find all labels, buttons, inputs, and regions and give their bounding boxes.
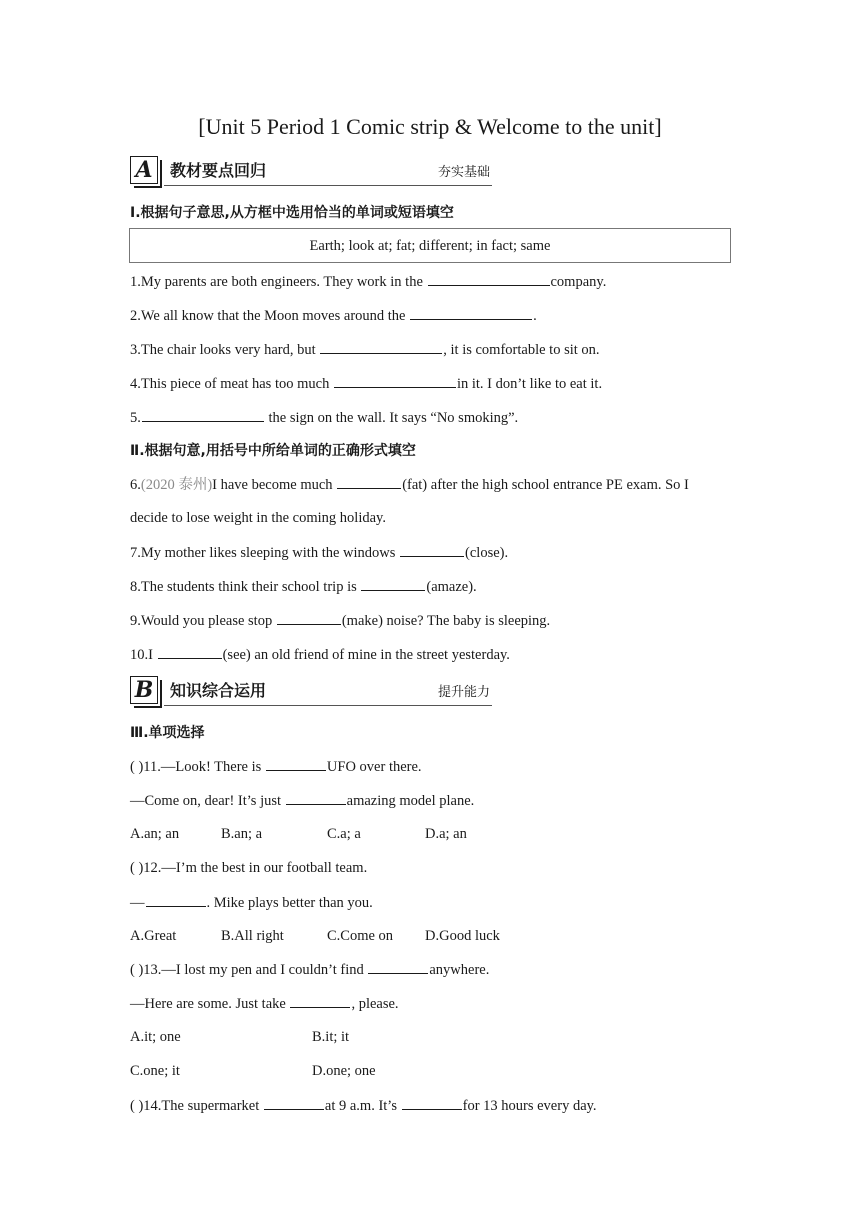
answer-blank[interactable] bbox=[337, 474, 401, 489]
answer-blank bbox=[264, 1095, 324, 1110]
answer-blank bbox=[266, 756, 326, 771]
option-c: C.Come on bbox=[327, 928, 394, 944]
section-a-badge: A bbox=[130, 156, 158, 184]
answer-paren[interactable]: ( ) bbox=[130, 962, 144, 978]
question-2: 2.We all know that the Moon moves around the . bbox=[130, 305, 537, 326]
question-5: 5. the sign on the wall. It says “No smoking”. bbox=[130, 407, 518, 428]
option-d: D.one; one bbox=[312, 1063, 376, 1079]
answer-blank bbox=[368, 959, 428, 974]
question-12: ( )12.—I’m the best in our football team. bbox=[130, 860, 368, 876]
answer-blank bbox=[402, 1095, 462, 1110]
option-b: B.it; it bbox=[312, 1029, 350, 1045]
answer-blank[interactable] bbox=[277, 610, 341, 625]
question-11-reply: —Come on, dear! It’s just amazing model plane. bbox=[130, 790, 474, 811]
question-source: (2020 泰州) bbox=[140, 477, 213, 493]
answer-blank bbox=[290, 993, 350, 1008]
question-13: ( )13.—I lost my pen and I couldn’t find anywhere. bbox=[130, 959, 489, 980]
question-7: 7.My mother likes sleeping with the windows (close). bbox=[130, 542, 508, 563]
question-11: ( )11.—Look! There is UFO over there. bbox=[130, 756, 422, 777]
page-title: [Unit 5 Period 1 Comic strip & Welcome to the unit] bbox=[198, 114, 662, 139]
word-box: Earth; look at; fat; different; in fact; same bbox=[129, 228, 731, 263]
question-8: 8.The students think their school trip is (amaze). bbox=[130, 576, 477, 597]
part2-heading: Ⅱ.根据句意,用括号中所给单词的正确形式填空 bbox=[130, 443, 416, 459]
section-a-banner bbox=[130, 156, 492, 186]
part3-heading: Ⅲ.单项选择 bbox=[130, 725, 205, 741]
question-3: 3.The chair looks very hard, but , it is comfortable to sit on. bbox=[130, 339, 600, 360]
option-c: C.one; it bbox=[130, 1063, 180, 1079]
question-12-reply: — . Mike plays better than you. bbox=[130, 892, 373, 913]
section-a-rule bbox=[164, 185, 492, 186]
option-d: D.Good luck bbox=[425, 928, 500, 944]
answer-blank[interactable] bbox=[334, 373, 456, 388]
section-a-title: 教材要点回归 bbox=[170, 161, 267, 180]
section-b-banner bbox=[130, 676, 492, 706]
answer-blank[interactable] bbox=[410, 305, 532, 320]
answer-paren[interactable]: ( ) bbox=[130, 759, 144, 775]
answer-blank[interactable] bbox=[400, 542, 464, 557]
option-b: B.an; a bbox=[221, 826, 263, 842]
section-b-title: 知识综合运用 bbox=[170, 681, 267, 700]
option-a: A.an; an bbox=[130, 826, 180, 842]
answer-paren[interactable]: ( ) bbox=[130, 860, 144, 876]
option-d: D.a; an bbox=[425, 826, 467, 842]
section-b-subtitle: 提升能力 bbox=[437, 685, 490, 700]
question-6: 6.(2020 泰州)I have become much (fat) after the high school entrance PE exam. So I bbox=[130, 474, 689, 495]
answer-paren[interactable]: ( ) bbox=[130, 1098, 144, 1114]
question-13-reply: —Here are some. Just take , please. bbox=[130, 993, 399, 1014]
option-a: A.it; one bbox=[130, 1029, 181, 1045]
part1-heading: Ⅰ.根据句子意思,从方框中选用恰当的单词或短语填空 bbox=[130, 205, 454, 221]
answer-blank[interactable] bbox=[320, 339, 442, 354]
question-6-line2: decide to lose weight in the coming holiday. bbox=[130, 510, 386, 526]
question-14: ( )14.The supermarket at 9 a.m. It’s for 13 hours every day. bbox=[130, 1095, 597, 1116]
section-b-rule bbox=[164, 705, 492, 706]
option-c: C.a; a bbox=[327, 826, 361, 842]
answer-blank[interactable] bbox=[142, 407, 264, 422]
answer-blank bbox=[146, 892, 206, 907]
answer-blank[interactable] bbox=[361, 576, 425, 591]
section-b-badge: B bbox=[130, 676, 158, 704]
section-a-subtitle: 夯实基础 bbox=[437, 165, 490, 180]
answer-blank[interactable] bbox=[428, 271, 550, 286]
question-4: 4.This piece of meat has too much in it. I don’t like to eat it. bbox=[130, 373, 602, 394]
question-9: 9.Would you please stop (make) noise? The baby is sleeping. bbox=[130, 610, 550, 631]
answer-blank[interactable] bbox=[158, 644, 222, 659]
option-b: B.All right bbox=[221, 928, 284, 944]
option-a: A.Great bbox=[130, 928, 177, 944]
question-10: 10.I (see) an old friend of mine in the street yesterday. bbox=[130, 644, 510, 665]
question-1: 1.My parents are both engineers. They work in the company. bbox=[130, 271, 606, 292]
answer-blank bbox=[286, 790, 346, 805]
